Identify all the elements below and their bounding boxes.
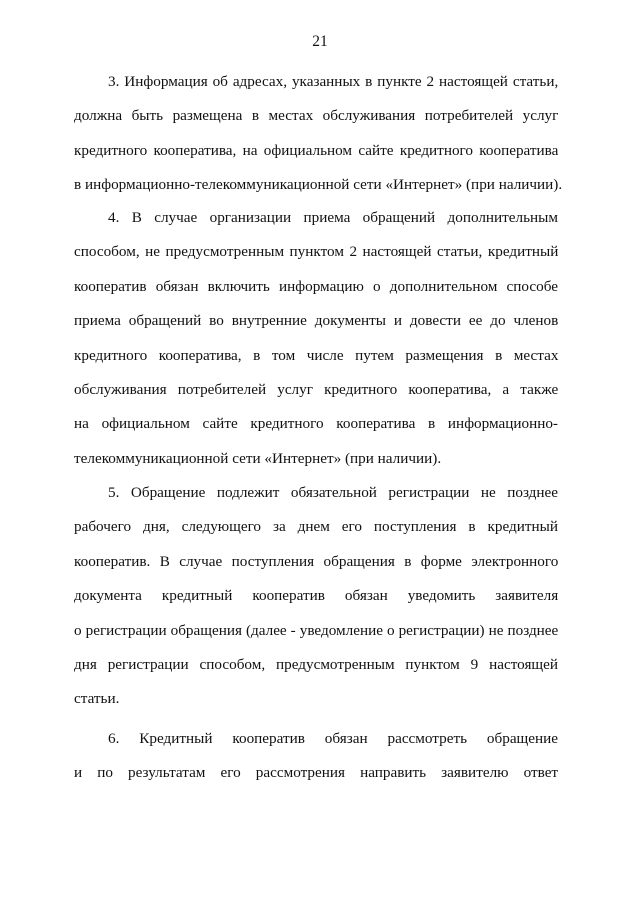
paragraph-line: 5. Обращение подлежит обязательной регистрации не позднее xyxy=(108,484,558,501)
paragraph-line: кооператив обязан включить информацию о дополнительном способе xyxy=(74,277,558,295)
paragraph-line: обслуживания потребителей услуг кредитного кооператива, а также xyxy=(74,381,559,399)
paragraph-line: рабочего дня, следующего за днем его поступления в кредитный xyxy=(74,518,558,536)
paragraph-line: на официальном сайте кредитного кооператива в информационно- xyxy=(74,415,558,433)
page-number: 21 xyxy=(312,33,328,50)
paragraph-line: и по результатам его рассмотрения направить заявителю ответ xyxy=(74,764,559,782)
paragraph-4 xyxy=(74,201,558,476)
paragraph-line: кредитного кооператива, на официальном сайте кредитного кооператива xyxy=(74,141,559,159)
paragraph-line: кредитного кооператива, в том числе путем размещения в местах xyxy=(74,346,559,364)
paragraph-line: о регистрации обращения (далее - уведомление о регистрации) не позднее xyxy=(74,621,559,639)
paragraph-line: 6. Кредитный кооператив обязан рассмотреть обращение xyxy=(108,730,558,747)
paragraph-line: в информационно-телекоммуникационной сети «Интернет» (при наличии). xyxy=(74,176,563,194)
paragraph-line: приема обращений во внутренние документы и довести ее до членов xyxy=(74,312,559,330)
paragraph-line: дня регистрации способом, предусмотренным пунктом 9 настоящей xyxy=(74,656,558,674)
paragraph-line: документа кредитный кооператив обязан уведомить заявителя xyxy=(74,587,559,605)
paragraph-line: статьи. xyxy=(74,690,120,708)
paragraph-line: способом, не предусмотренным пунктом 2 настоящей статьи, кредитный xyxy=(74,243,559,261)
paragraph-6 xyxy=(74,722,558,791)
paragraph-line: 4. В случае организации приема обращений дополнительным xyxy=(108,209,558,226)
paragraph-line: кооператив. В случае поступления обращения в форме электронного xyxy=(74,552,559,570)
paragraph-line: должна быть размещена в местах обслуживания потребителей услуг xyxy=(74,107,559,125)
paragraph-3 xyxy=(74,65,563,203)
paragraph-5 xyxy=(74,476,558,717)
paragraph-line: 3. Информация об адресах, указанных в пункте 2 настоящей статьи, xyxy=(108,73,559,90)
paragraph-line: телекоммуникационной сети «Интернет» (при наличии). xyxy=(74,449,442,467)
